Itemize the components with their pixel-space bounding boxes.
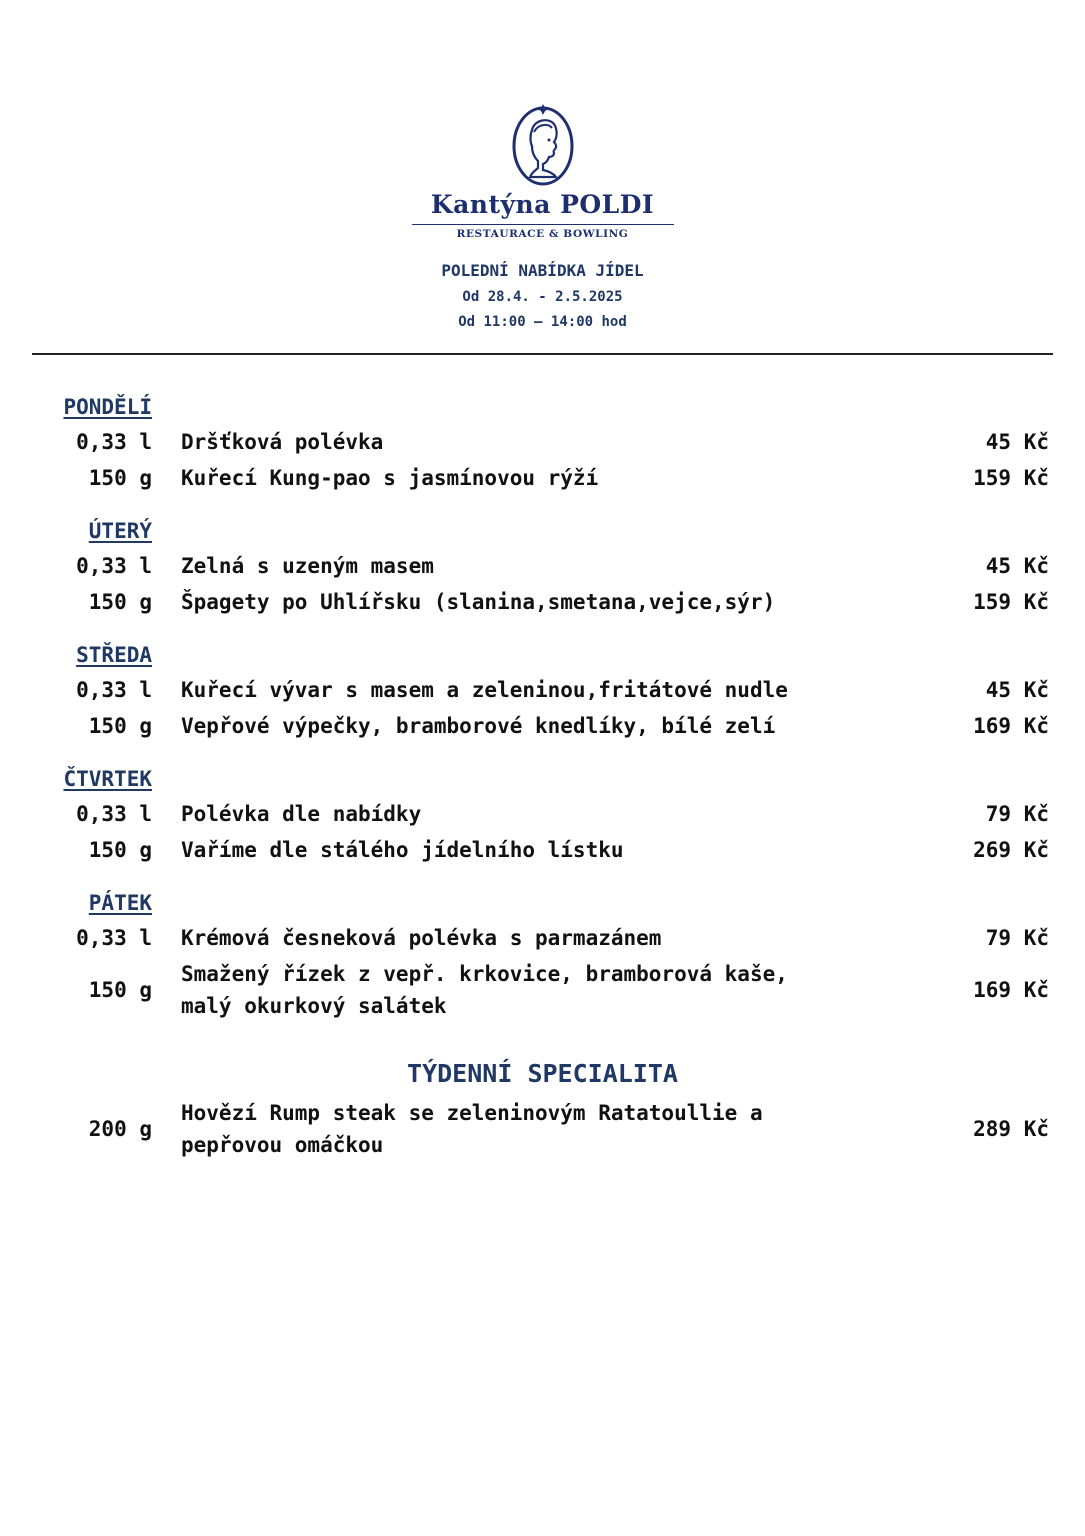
item-price: 159 Kč — [973, 466, 1049, 490]
item-quantity: 150 g — [88, 714, 152, 738]
item-price: 159 Kč — [973, 590, 1049, 614]
brand-subtitle: RESTAURACE & BOWLING — [456, 228, 629, 240]
item-dish: Zelná s uzeným masem — [181, 554, 434, 578]
item-dish-line-2: malý okurkový salátek — [181, 994, 447, 1018]
item-dish: Polévka dle nabídky — [181, 802, 422, 826]
weekly-special-item — [0, 1097, 1085, 1161]
item-dish: Kuřecí Kung-pao s jasmínovou rýží — [181, 466, 599, 490]
item-price: 289 Kč — [973, 1117, 1049, 1141]
item-price: 79 Kč — [985, 926, 1049, 950]
weekly-special-title: TÝDENNÍ SPECIALITA — [407, 1059, 678, 1088]
header-divider — [32, 353, 1053, 355]
item-dish-line-1: Smažený řízek z vepř. krkovice, bramborová kaše, — [181, 962, 788, 986]
item-price: 169 Kč — [973, 714, 1049, 738]
item-quantity: 150 g — [88, 466, 152, 490]
item-price: 45 Kč — [985, 554, 1049, 578]
menu-header — [0, 104, 1085, 331]
item-price: 169 Kč — [973, 978, 1049, 1002]
item-price: 45 Kč — [985, 430, 1049, 454]
item-dish: Krémová česneková polévka s parmazánem — [181, 926, 662, 950]
item-price: 79 Kč — [985, 802, 1049, 826]
item-price: 269 Kč — [973, 838, 1049, 862]
item-quantity: 150 g — [88, 978, 152, 1002]
menu-item — [0, 958, 1085, 1022]
menu-title: POLEDNÍ NABÍDKA JÍDEL — [441, 261, 644, 280]
day-label: PÁTEK — [88, 891, 152, 915]
item-quantity: 0,33 l — [76, 554, 152, 578]
item-quantity: 0,33 l — [76, 430, 152, 454]
item-dish: Vepřové výpečky, bramborové knedlíky, bílé zelí — [181, 714, 776, 738]
menu-hours: Od 11:00 – 14:00 hod — [458, 314, 627, 330]
item-quantity: 150 g — [88, 838, 152, 862]
day-label: PONDĚLÍ — [63, 395, 152, 419]
day-label: ÚTERÝ — [88, 519, 152, 543]
woman-profile-emblem-icon — [510, 104, 576, 188]
day-label: STŘEDA — [76, 643, 152, 667]
item-quantity: 150 g — [88, 590, 152, 614]
item-dish: Vaříme dle stálého jídelního lístku — [181, 838, 624, 862]
item-dish: Špagety po Uhlířsku (slanina,smetana,vejce,sýr) — [181, 590, 776, 614]
brand-divider — [412, 224, 674, 225]
item-quantity: 0,33 l — [76, 678, 152, 702]
item-dish: Kuřecí vývar s masem a zeleninou,fritátové nudle — [181, 678, 788, 702]
item-price: 45 Kč — [985, 678, 1049, 702]
item-dish-line-2: pepřovou omáčkou — [181, 1133, 384, 1157]
menu-dates: Od 28.4. - 2.5.2025 — [462, 289, 623, 305]
item-quantity: 200 g — [88, 1117, 152, 1141]
brand-name: Kantýna POLDI — [430, 190, 655, 219]
item-dish-line-1: Hovězí Rump steak se zeleninovým Ratatoullie a — [181, 1101, 763, 1125]
item-quantity: 0,33 l — [76, 926, 152, 950]
day-label: ČTVRTEK — [63, 767, 152, 791]
item-quantity: 0,33 l — [76, 802, 152, 826]
item-dish: Dršťková polévka — [181, 430, 384, 454]
